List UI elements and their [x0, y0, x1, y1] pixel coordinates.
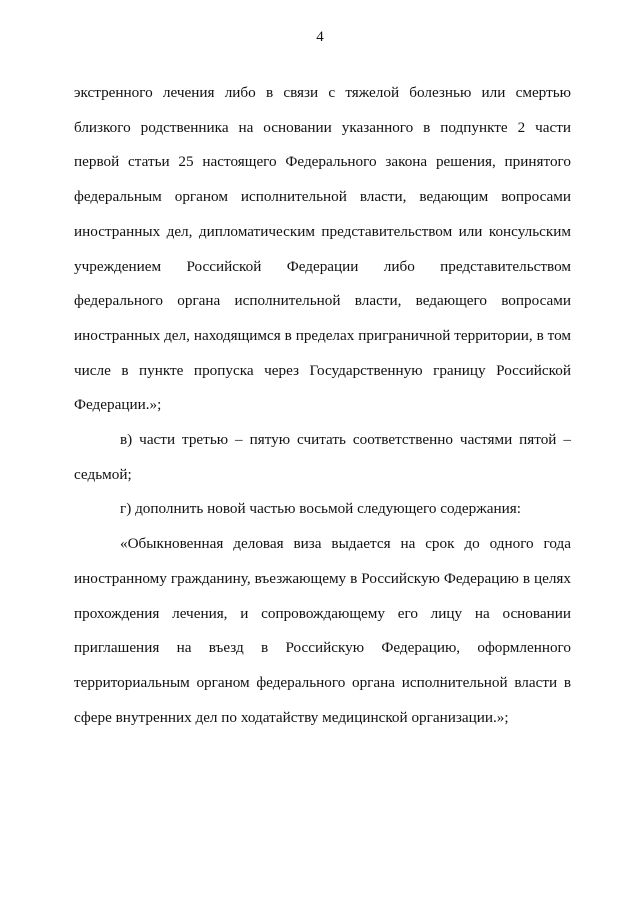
paragraph-item-g: г) дополнить новой частью восьмой следующего содержания:: [120, 500, 521, 518]
paragraph-quoted-amendment: «Обыкновенная деловая виза выдается на срок до одного года иностранному гражданину, въезжающему в Российскую Федерацию в целях прохождения лечения, и сопровождающему его лицу на основании приглашения на въезд в Российскую Федерацию, оформленного территориальным органом федерального органа исполнительной власти в сфере внутренних дел по ходатайству медицинской организации.»;: [74, 535, 571, 726]
paragraph-continuation: экстренного лечения либо в связи с тяжелой болезнью или смертью близкого родственника на основании указанного в подпункте 2 части первой статьи 25 настоящего Федерального закона решения, принятого федеральным органом исполнительной власти, ведающим вопросами иностранных дел, дипломатическим представительством или консульским учреждением Российской Федерации либо представительством федерального органа исполнительной власти, ведающего вопросами иностранных дел, находящимся в пределах приграничной территории, в том числе в пункте пропуска через Государственную границу Российской Федерации.»;: [74, 84, 571, 414]
document-body: [74, 76, 571, 735]
paragraph-item-v: в) части третью – пятую считать соответственно частями пятой – седьмой;: [74, 431, 571, 483]
page-number: 4: [316, 29, 324, 45]
